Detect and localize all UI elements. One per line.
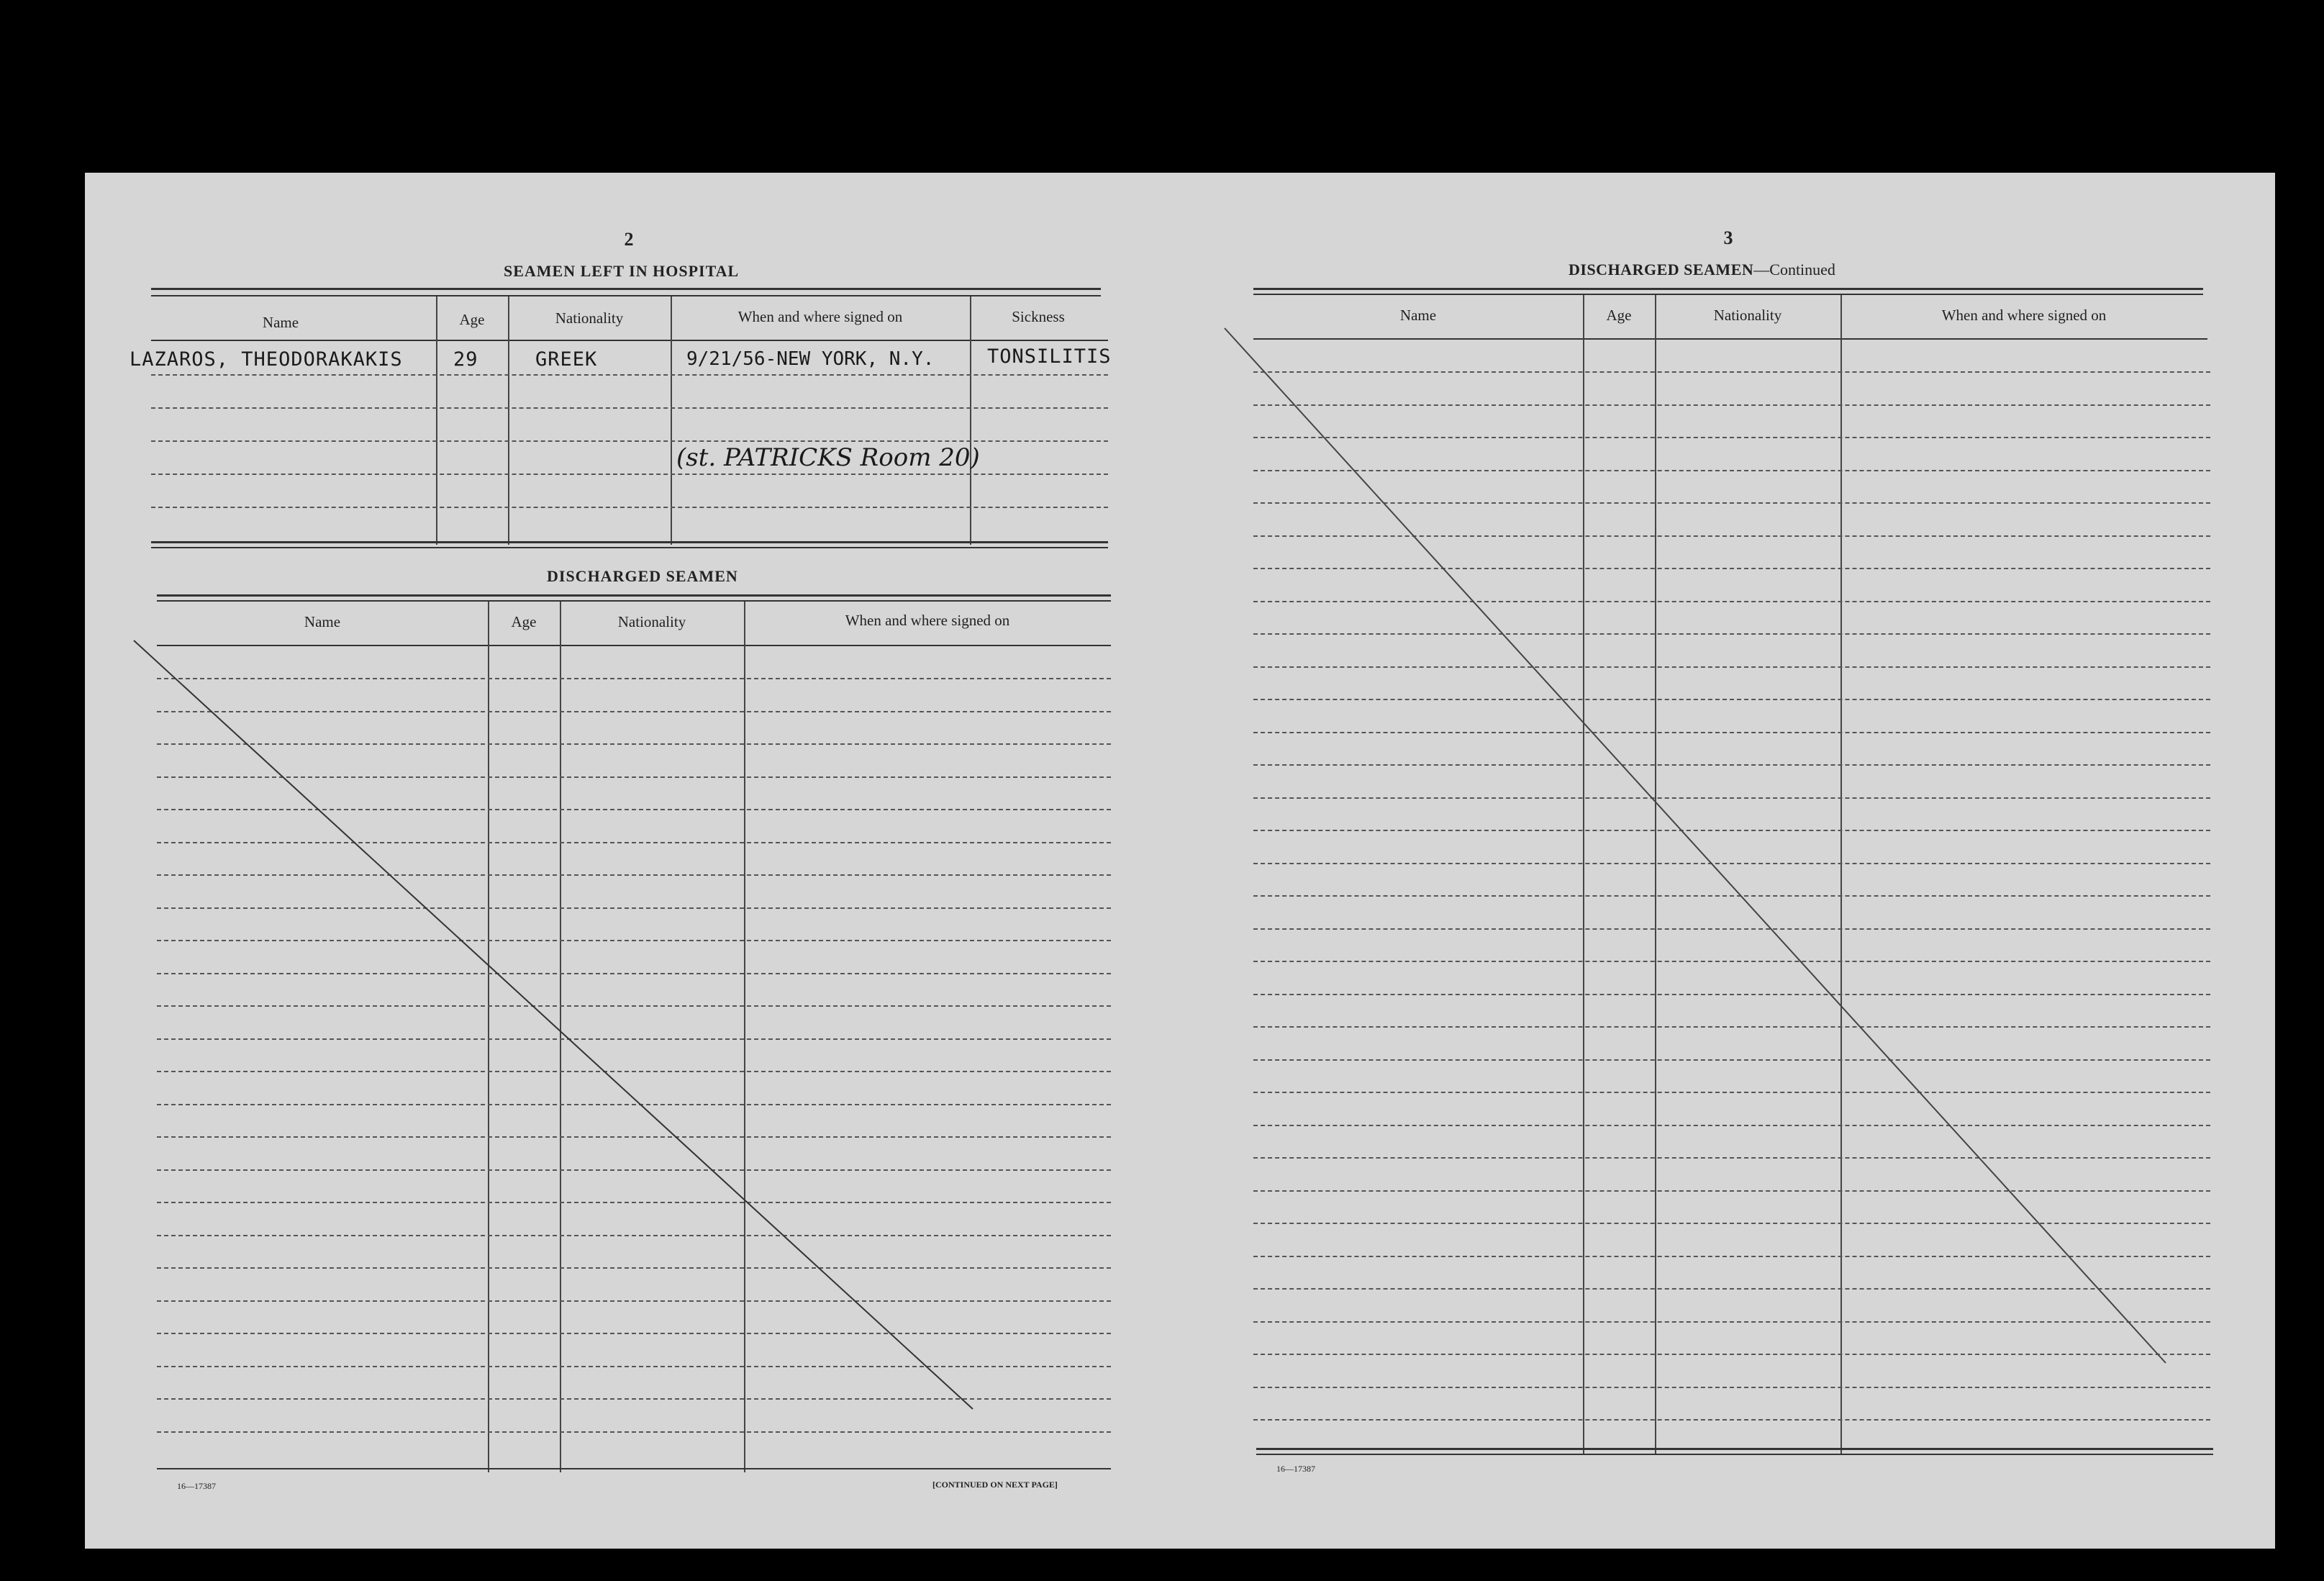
row-line [1253,994,2210,995]
row-line [1253,797,2210,799]
continued-header-name: Name [1399,307,1437,324]
continued-header-signed-on: When and where signed on [1941,307,2107,324]
row-line [1253,830,2210,831]
discharged-header-name: Name [304,613,341,630]
row-line [157,1169,1111,1171]
hospital-room-note: (st. PATRICKS Room 20) [676,443,980,472]
row-line [157,1005,1111,1007]
row-line [1253,633,2210,635]
discharged-continued-title [1569,261,1835,279]
row-line [157,743,1111,745]
hospital-top-rule [151,288,1101,290]
row-line [1253,601,2210,602]
entry-age: 29 [453,348,478,371]
continued-header-rule [1253,338,2207,340]
row-line [157,678,1111,679]
document-sheet [85,173,2275,1549]
row-line [1253,535,2210,537]
row-line [157,973,1111,974]
row-line [157,940,1111,941]
row-line [157,842,1111,843]
discharged-header-age: Age [511,613,537,630]
row-line [157,1398,1111,1400]
row-line [157,776,1111,778]
form-number: 16—17387 [177,1481,216,1491]
row-line [1253,1223,2210,1224]
row-line [157,907,1111,909]
form-number: 16—17387 [1276,1464,1315,1474]
row-line [1253,928,2210,930]
row-line [157,1300,1111,1302]
column-header-name: Name [262,314,299,331]
row-line [1253,1321,2210,1323]
row-line [1253,1157,2210,1159]
row-line [1253,371,2210,373]
hospital-section-title: SEAMEN LEFT IN HOSPITAL [504,262,740,280]
row-line [1253,470,2210,471]
column-header-nationality: Nationality [555,309,624,327]
row-line [157,1136,1111,1138]
title-text: DISCHARGED SEAMEN [1569,261,1754,278]
discharged-header-rule [157,645,1111,646]
row-line [157,1202,1111,1203]
entry-name: LAZAROS, THEODORAKAKIS [130,348,403,371]
row-line [157,809,1111,810]
row-line [1253,666,2210,668]
row-line [1253,1026,2210,1028]
entry-sickness: TONSILITIS [987,345,1112,368]
row-line [1253,1387,2210,1388]
row-line [1253,1256,2210,1257]
row-line [1253,404,2210,406]
row-line [1253,1288,2210,1290]
row-line [1253,437,2210,438]
row-line [1253,1419,2210,1421]
row-line [157,1267,1111,1269]
row-line [1253,961,2210,962]
hospital-header-rule [151,340,1108,341]
row-line [157,1333,1111,1334]
row-line [157,1071,1111,1072]
row-line [1253,1092,2210,1093]
row-line [1253,732,2210,733]
continued-note: [CONTINUED ON NEXT PAGE] [932,1480,1058,1490]
discharged-section-title: DISCHARGED SEAMEN [547,567,738,585]
column-header-age: Age [459,311,485,328]
row-line [157,711,1111,712]
row-line [157,1366,1111,1367]
row-line [157,1038,1111,1040]
row-line [1253,764,2210,766]
row-line [1253,699,2210,700]
page-number: 2 [624,229,634,250]
row-line [1253,1354,2210,1355]
row-line [157,1431,1111,1433]
column-header-sickness: Sickness [1012,308,1065,325]
discharged-header-nationality: Nationality [617,613,686,630]
row-line [1253,1125,2210,1126]
entry-signed-on: 9/21/56-NEW YORK, N.Y. [686,348,935,370]
row-line [1253,502,2210,504]
column-header-signed-on: When and where signed on [737,308,903,325]
title-suffix: —Continued [1753,261,1835,278]
row-line [1253,863,2210,864]
row-line [157,874,1111,876]
continued-header-age: Age [1606,307,1632,324]
row-line [1253,568,2210,569]
row-line [1253,1190,2210,1192]
row-line [1253,895,2210,897]
continued-header-nationality: Nationality [1713,307,1782,324]
row-line [157,1235,1111,1236]
hospital-top-rule-2 [151,295,1101,296]
page-number: 3 [1723,227,1733,248]
discharged-header-signed-on: When and where signed on [845,612,1010,629]
row-line [1253,1059,2210,1061]
hospital-bottom-rule [151,541,1108,543]
entry-nationality: GREEK [535,348,598,371]
row-line [157,1104,1111,1105]
